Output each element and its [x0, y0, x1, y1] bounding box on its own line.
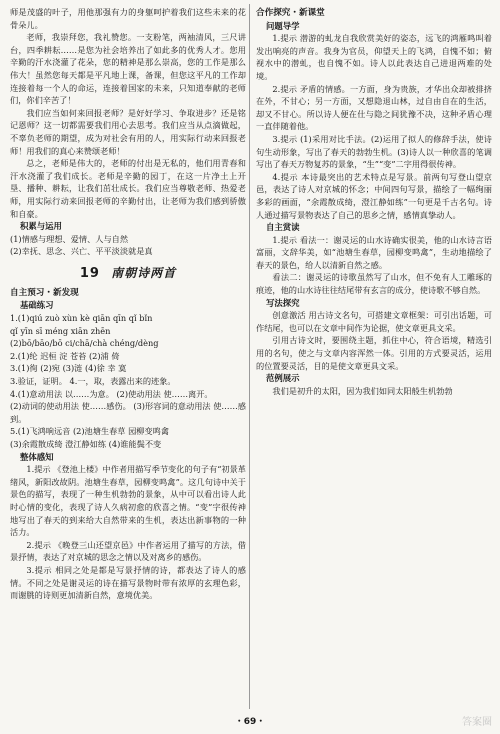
column-divider: [249, 4, 250, 709]
answer-paragraph: 2.提示 矛盾的情感。一方面，身为贵族，才华出众却被排挤在外，不甘心；另一方面，又想隐退山林，过自由自在的生活，却又不甘心。所以诗人便在仕与隐之间犹豫不决，这种矛盾心理一直伴随着他。: [256, 83, 492, 132]
answer-paragraph: 3.提示 (1)采用对比手法。(2)运用了拟人的修辞手法，使诗句生动形象，写出了春天的勃勃生机。(3)诗人以一种欣喜的笔调写出了春天万物复苏的景象，“生”“变”二字用得很传神。: [256, 133, 492, 170]
answer-line: (2)动词的使动用法 使……感伤。 (3)形容词的意动用法 使……感到。: [10, 401, 246, 424]
answer-paragraph: 创意激活 用古诗文名句，可搭建文章框架：可引出话题，可作结尾，也可以在文章中间作为论据，使文章更具文采。: [256, 310, 492, 333]
answer-paragraph: 1.提示 看法一：谢灵运的山水诗确实很美，他的山水诗言语富丽，文辞华美，如“池塘生春草，园柳变鸣禽”，生动地描绘了春天的景色，给人以清新自然之感。: [256, 234, 492, 270]
section-example-title: 范例展示: [266, 373, 300, 384]
answer-paragraph: 引用古诗文时，要围绕主题，抓住中心，符合语境，精选引用的名句，使之与文章内容浑然一体。引用的方式要灵活，运用的位置要灵活，目的是使文章更具文采。: [256, 335, 492, 371]
answer-line: 4.(1)意动用法 以……为意。 (2)使动用法 使……离开。: [10, 388, 213, 399]
answer-paragraph: 看法二：谢灵运的诗歌虽然写了山水，但不免有人工雕琢的痕迹，他的山水诗往往结尾带有玄言的成分，使诗歌不够自然。: [256, 272, 492, 296]
answer-line: qǐ yīn sī méng xiān zhēn: [10, 325, 111, 336]
answer-line: 5.(1)飞鸿响远音 (2)池塘生春草 园柳变鸣禽: [10, 426, 170, 437]
answer-paragraph: 4.提示 本诗最突出的艺术特点是写景。前两句写登山望京邑，表达了诗人对京城的怀念；中间四句写景，描绘了一幅绚丽多彩的画面，“余霞散成绮，澄江静如练”一句更是千古名句。诗人通过描写景物表达了自己的思乡之情，感情真挚动人。: [256, 171, 492, 220]
watermark: 答案圈: [462, 717, 492, 728]
right-column: [256, 6, 492, 397]
page-number: ・69・: [234, 717, 266, 727]
accumulation-item: (1)情感与理想、爱情、人与自然: [10, 233, 129, 244]
section-writing-title: 写法探究: [266, 297, 300, 308]
answer-paragraph: 2.提示 《晚登三山还望京邑》中作者运用了描写的方法，借景抒情，表达了对京城的思念之情以及对离乡的感伤。: [10, 539, 246, 563]
chapter-title: 南朝诗两首: [111, 265, 177, 280]
essay-paragraph: 我们应当如何来回报老师？是好好学习、争取进步？还是铭记恩师？这一切都需要我们用心去思考。我们应当从点滴做起，不辜负老师的期望，成为对社会有用的人，用实际行动来回报老师！用我们的真心来赞颂老师！: [10, 107, 246, 156]
chapter-heading: [10, 262, 246, 285]
essay-paragraph: 老师，我崇拜您，我礼赞您。一支粉笔，两袖清风，三尺讲台，四季耕耘……是您为社会培养出了如此多的优秀人才。您用辛勤的汗水浇灌了花朵，您的精神是那么崇高，您的工作是那么伟大！虽然您每天都是平凡地上课，备课，但您这平凡的工作却连接着每一个人的命运，连接着国家的未来，只知道奉献的老师们，你们辛苦了！: [10, 32, 246, 106]
section-accumulation-title: 积累与运用: [20, 221, 62, 232]
answer-paragraph: 1.提示 《登池上楼》中作者用描写季节变化的句子有“初景革绪风，新阳改故阴。池塘生春草，园柳变鸣禽”。这几句诗中关于景色的描写，表现了一种生机勃勃的景象，从中可以看出诗人此时心情的变化，表现了诗人久病初愈的欣喜之情。“变”字很传神地写出了春天的到来给大自然带来的生机，表达出新事物的一种活力。: [10, 464, 246, 538]
chapter-number: 19: [79, 265, 100, 281]
answer-paragraph: 1.提示 潜游的虬龙自我欣赏美好的姿态，远飞的鸿雁鸣叫着发出响亮的声音。我身为官员，仰望天上的飞鸿，自愧不如；俯视水中的潜虬，也自愧不如。诗人以此表达自己进退两难的处境。: [256, 33, 492, 81]
answer-line: (3)余霞散成绮 澄江静如练 (4)谁能鬓不变: [10, 439, 162, 449]
answer-line: 3.(1)徇 (2)宛 (3)涟 (4)徐 幸 寞: [10, 363, 127, 374]
section-preview-title: 自主预习・新发现: [10, 287, 79, 298]
answer-paragraph: 3.提示 相同之处是都是写景抒情的诗，都表达了诗人的感情。不同之处是谢灵运的诗在描写景物时带有浓厚的玄理色彩，而谢朓的诗则更加清新自然，意境优美。: [10, 564, 246, 601]
section-reading-title: 自主赏读: [266, 222, 300, 233]
accumulation-item: (2)幸抚、思念、兴亡、平平淡淡就是真: [10, 246, 153, 257]
section-overall-title: 整体感知: [20, 451, 54, 462]
answer-line: 2.(1)纶 迟桓 淀 苍苔 (2)浦 倚: [10, 350, 120, 361]
essay-paragraph: 总之，老师是伟大的，老师的付出是无私的，他们用青春和汗水浇灌了我们成长。老师是辛勤的园丁，在这一片净土上开垦、播种、耕耘，让我们茁壮成长。我们应当尊敬老师、热爱老师，用实际行动来回报老师的辛勤付出，让老师为我们感到骄傲和自豪。: [10, 158, 246, 219]
answer-line: 3.验证，证明。 4.一，取，表露出来的迹象。: [10, 376, 176, 387]
answer-line: (2)bō/bāo/bō ci/chā/chà chéng/dèng: [10, 338, 159, 349]
answer-paragraph: 我们是初升的太阳，因为我们如同太阳般生机勃勃: [272, 385, 453, 396]
section-basic-title: 基础练习: [20, 300, 54, 311]
section-coop-title: 合作探究・新课堂: [256, 8, 325, 18]
section-question-title: 问题导学: [266, 20, 300, 31]
answer-line: 1.(1)qiú zuò xùn kè qiān qīn qǐ bǐn: [10, 313, 153, 324]
left-column: [10, 6, 246, 602]
essay-paragraph: 师是茂盛的叶子，用他那强有力的身躯呵护着我们这些未来的花骨朵儿。: [10, 7, 246, 30]
